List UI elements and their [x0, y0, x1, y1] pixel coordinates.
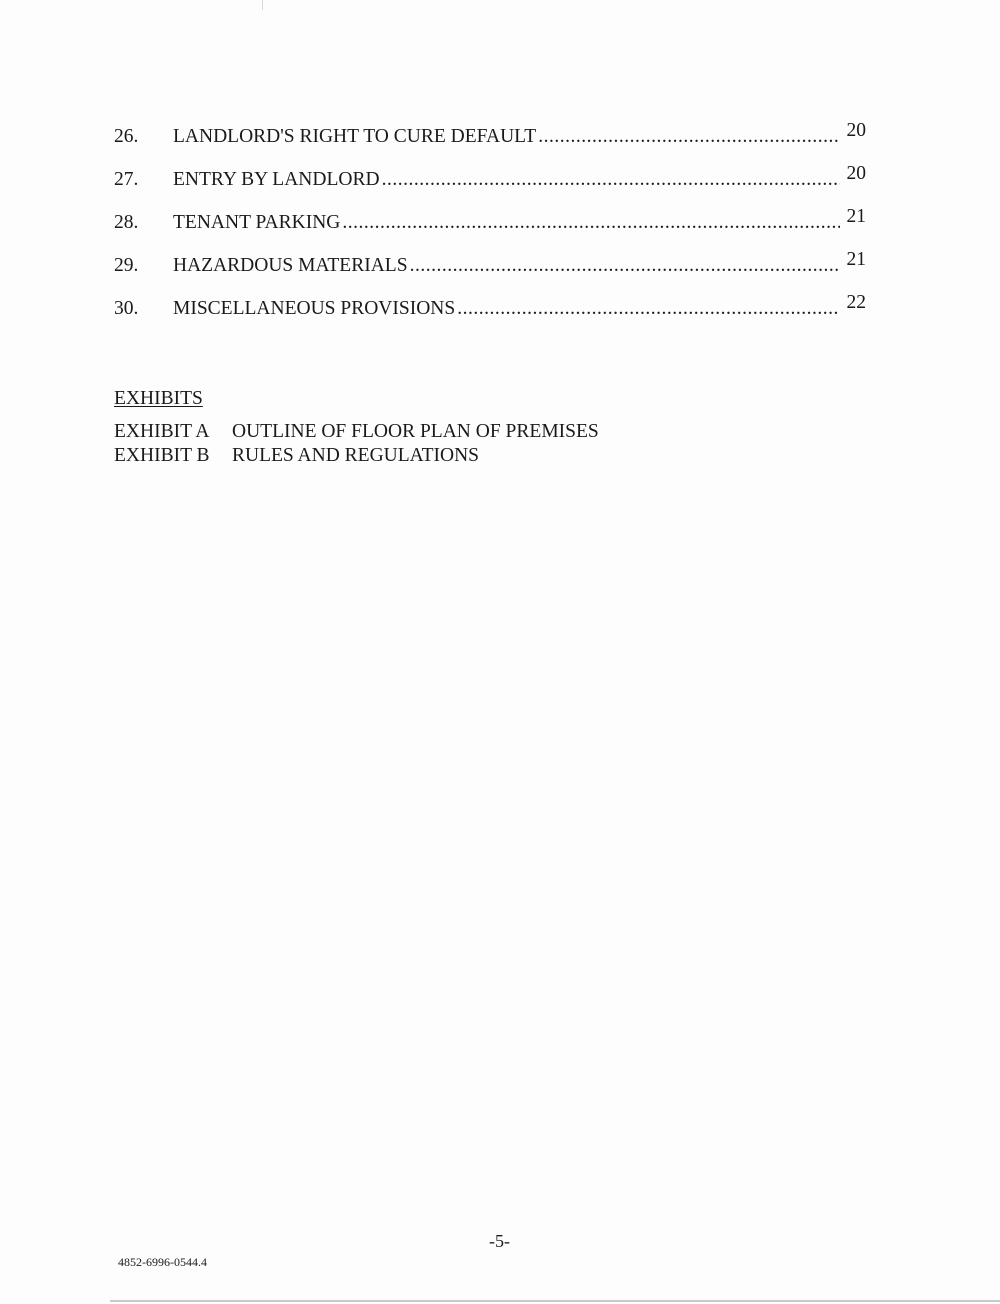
toc-entry-title: LANDLORD'S RIGHT TO CURE DEFAULT: [173, 126, 537, 147]
toc-entry: [114, 292, 866, 335]
dot-leader: [342, 206, 840, 240]
exhibit-item: [114, 420, 714, 444]
toc-entry-number: 28.: [114, 212, 139, 233]
toc-entry-page: 22: [846, 292, 866, 313]
page-number: -5-: [489, 1231, 510, 1251]
toc-entry-title: MISCELLANEOUS PROVISIONS: [173, 298, 456, 319]
exhibit-label: EXHIBIT A: [114, 421, 210, 442]
toc-entry: [114, 206, 866, 249]
document-id: 4852-6996-0544.4: [118, 1255, 207, 1269]
toc-entry-title-wrap: [173, 206, 840, 240]
toc-entry-title: TENANT PARKING: [173, 212, 341, 233]
toc-entry-page: 21: [846, 249, 866, 270]
toc-entry-title-wrap: [173, 292, 840, 326]
scan-artifact-bottom: [110, 1300, 1000, 1302]
toc-entry-page: 21: [846, 206, 866, 227]
toc-entry-title: HAZARDOUS MATERIALS: [173, 255, 408, 276]
toc-entry-number: 27.: [114, 169, 139, 190]
scan-artifact-top: [262, 0, 263, 10]
dot-leader: [457, 292, 840, 326]
toc-entry: [114, 120, 866, 163]
toc-entry-number: 30.: [114, 298, 139, 319]
toc-entry-number: 29.: [114, 255, 139, 276]
exhibit-item: [114, 444, 714, 468]
exhibits-heading: EXHIBITS: [114, 388, 203, 409]
toc-entry-title-wrap: [173, 163, 840, 197]
exhibit-label: EXHIBIT B: [114, 445, 210, 466]
toc-entry-title-wrap: [173, 120, 840, 154]
dot-leader: [410, 249, 840, 283]
toc-entry-page: 20: [846, 120, 866, 141]
exhibit-title: OUTLINE OF FLOOR PLAN OF PREMISES: [232, 421, 599, 442]
toc-entry: [114, 249, 866, 292]
exhibits-section: [114, 386, 714, 468]
dot-leader: [382, 163, 840, 197]
toc-entry-title: ENTRY BY LANDLORD: [173, 169, 380, 190]
toc-entry-number: 26.: [114, 126, 139, 147]
table-of-contents: [114, 120, 866, 335]
toc-entry-page: 20: [846, 163, 866, 184]
exhibit-title: RULES AND REGULATIONS: [232, 445, 480, 466]
dot-leader: [538, 120, 840, 154]
toc-entry-title-wrap: [173, 249, 840, 283]
toc-entry: [114, 163, 866, 206]
